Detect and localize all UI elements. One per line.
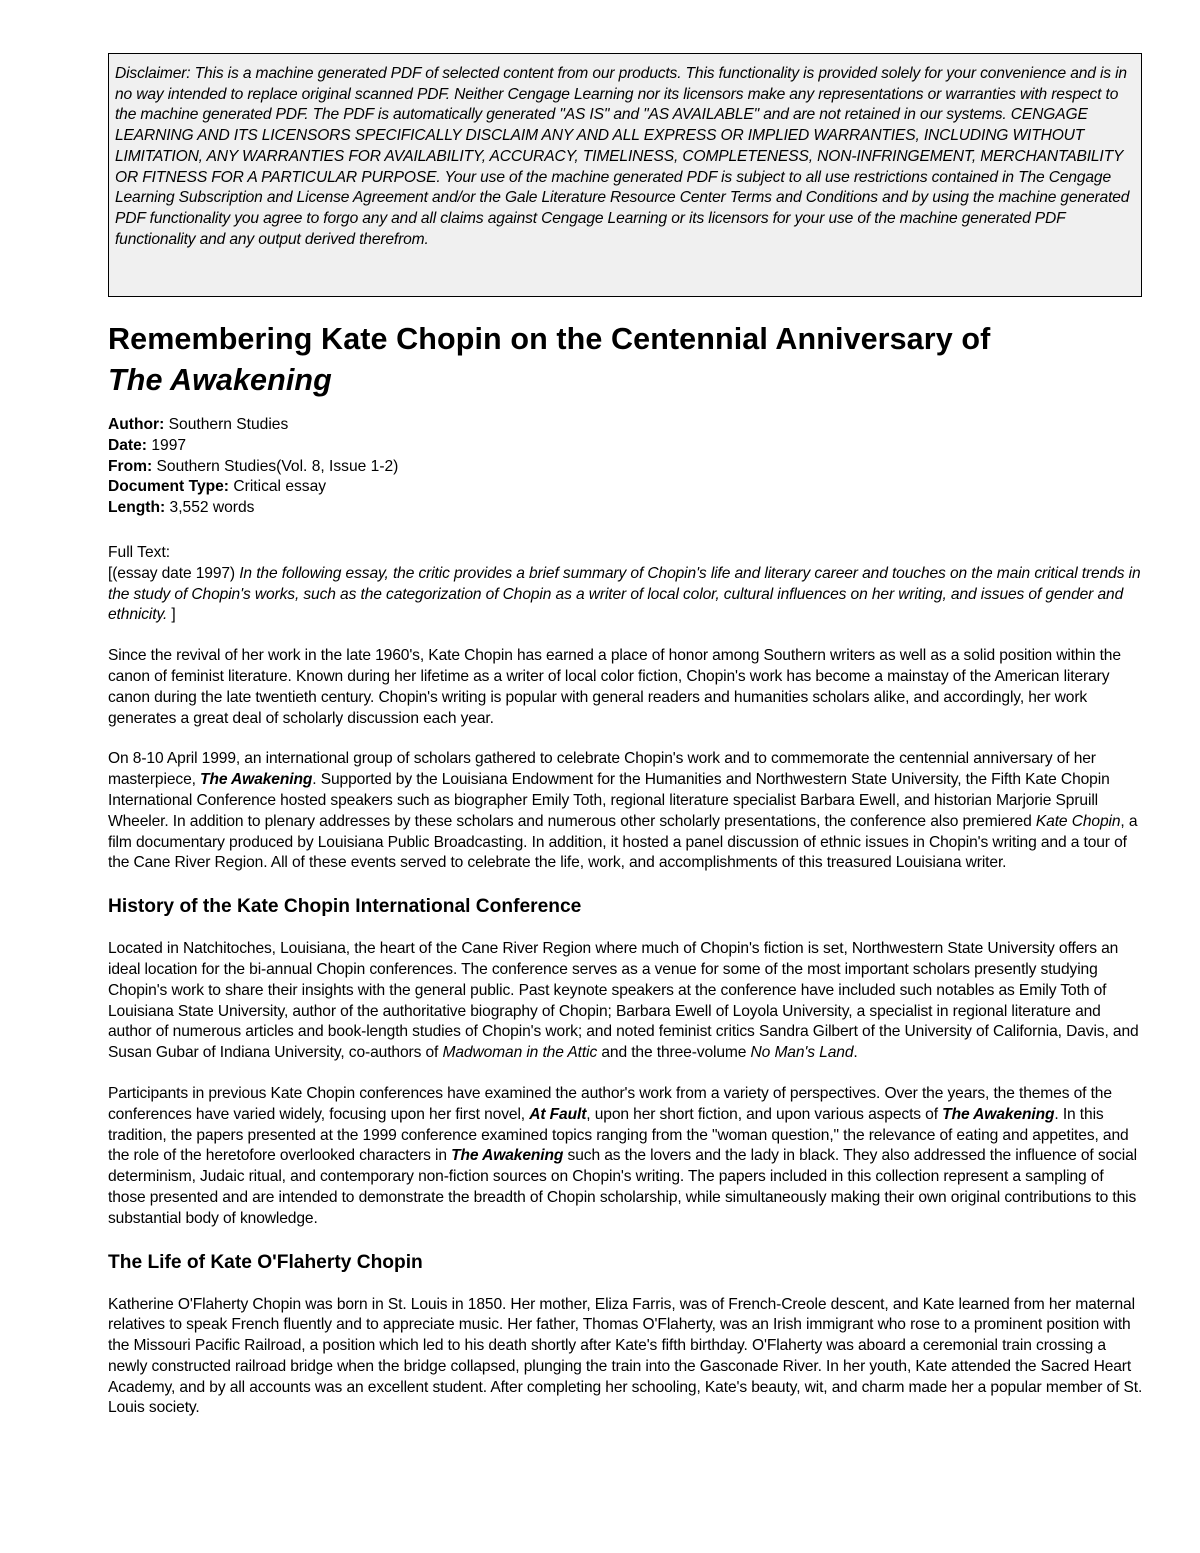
meta-date	[108, 436, 1143, 457]
meta-length	[108, 498, 1143, 519]
meta-author-value: Southern Studies	[168, 416, 289, 433]
paragraph-1: Since the revival of her work in the late 1960's, Kate Chopin has earned a place of honor among Southern writers as well as a solid position within the canon of feminist literature. Known during her lifetime as a writer of local color fiction, Chopin's work has become a mainstay of the American literary canon during the late twentieth century. Chopin's writing is popular with general readers and humanities scholars alike, and accordingly, her work generates a great deal of scholarly discussion each year.	[108, 647, 1121, 727]
meta-doctype-label: Document Type:	[108, 478, 230, 496]
p3-text-e: .	[853, 1044, 858, 1062]
meta-from-value: Southern Studies(Vol. 8, Issue 1-2)	[156, 457, 399, 475]
p2-text-c: . Supported by the Louisiana Endowment for the Humanities and Northwestern State University, the Fifth Kate Chopin International Conference hosted speakers such as biographer Emily Toth, regional literature specialist Barbara Ewell, and historian Marjorie Spruill Wheeler. In addition to plenary addresses by these scholars and numerous other scholarly presentations, the conference also premiered	[108, 771, 1110, 830]
p4-text-g: such as the lovers and the lady in black. They also addressed the influence of social determinism, Judaic ritual, and contemporary non-fiction sources on Chopin's writing. The papers included in this collection represent a sampling of those presented and are intended to demonstrate the breadth of Chopin scholarship, while simultaneously making their own original contributions to this substantial body of knowledge.	[108, 1147, 1137, 1227]
p2-title-awakening: The Awakening	[200, 771, 313, 789]
paragraph-3	[108, 939, 1143, 1064]
meta-length-value: 3,552 words	[169, 499, 255, 517]
article-metadata	[108, 415, 1143, 519]
heading-history: History of the Kate Chopin International Conference	[108, 896, 582, 918]
meta-length-label: Length:	[108, 499, 166, 517]
disclaimer-box: Disclaimer: This is a machine generated PDF of selected content from our products. This functionality is provided solely for your convenience and is in no way intended to replace original scanned PDF. Neither Cengage Learning nor its licensors make any representations or warranties with respect to the machine generated PDF. The PDF is automatically generated "AS IS" and "AS AVAILABLE" and are not retained in our systems. CENGAGE LEARNING AND ITS LICENSORS SPECIFICALLY DISCLAIM ANY AND ALL EXPRESS OR IMPLIED WARRANTIES, INCLUDING WITHOUT LIMITATION, ANY WARRANTIES FOR AVAILABILITY, ACCURACY, TIMELINESS, COMPLETENESS, NON-INFRINGEMENT, MERCHANTABILITY OR FITNESS FOR A PARTICULAR PURPOSE. Your use of the machine generated PDF is subject to all use restrictions contained in The Cengage Learning Subscription and License Agreement and/or the Gale Literature Resource Center Terms and Conditions and by using the machine generated PDF functionality you agree to forgo any and all claims against Cengage Learning or its licensors for your use of the machine generated PDF functionality and any output derived therefrom.	[108, 53, 1142, 297]
full-text-label: Full Text:	[108, 543, 171, 561]
intro-suffix: ]	[167, 606, 176, 624]
meta-date-label: Date:	[108, 436, 147, 454]
article-title	[108, 319, 1143, 401]
intro-italic: In the following essay, the critic provides a brief summary of Chopin's life and literary career and touches on the main critical trends in the study of Chopin's works, such as the categorization of Chopin as a writer of local color, cultural influences on her writing, and issues of gender and ethnicity.	[108, 564, 1141, 624]
meta-author-label: Author:	[108, 416, 165, 433]
intro-prefix: [(essay date 1997)	[108, 564, 240, 582]
p4-text-c: , upon her short fiction, and upon various aspects of	[586, 1105, 943, 1123]
meta-author	[108, 415, 1143, 436]
paragraph-2	[108, 749, 1143, 874]
p3-text-c: and the three-volume	[597, 1044, 751, 1062]
p4-title-awakening-2: The Awakening	[451, 1147, 564, 1165]
meta-doctype	[108, 477, 1143, 498]
p4-text-a: Participants in previous Kate Chopin conferences have examined the author's work from a variety of perspectives. Over the years, the themes of the conferences have varied widely, focusing upon her first novel,	[108, 1084, 1112, 1123]
intro-paragraph	[108, 564, 1143, 626]
title-italic: The Awakening	[108, 363, 332, 397]
p4-text-e: . In this tradition, the papers presented at the 1999 conference examined topics ranging from the "woman question," the relevance of eating and appetites, and the role of the heretofore overlooked characters in	[108, 1105, 1129, 1165]
p2-text-e: , a film documentary produced by Louisiana Public Broadcasting. In addition, it hosted a panel discussion of ethnic issues in Chopin's writing and a tour of the Cane River Region. All of these events served to celebrate the life, work, and accomplishments of this treasured Louisiana writer.	[108, 812, 1138, 872]
p2-title-kate-chopin: Kate Chopin	[1035, 812, 1121, 830]
p3-title-no-mans-land: No Man's Land	[750, 1044, 854, 1062]
p3-text-a: Located in Natchitoches, Louisiana, the heart of the Cane River Region where much of Chopin's fiction is set, Northwestern State University offers an ideal location for the bi-annual Chopin conferences. The conference serves as a venue for some of the most important scholars presently studying Chopin's work to share their insights with the general public. Past keynote speakers at the conference have included such notables as Emily Toth of Louisiana State University, author of the authoritative biography of Chopin; Barbara Ewell of Loyola University, a specialist in regional literature and author of numerous articles and book-length studies of Chopin's work; and noted feminist critics Sandra Gilbert of the University of California, Davis, and Susan Gubar of Indiana University, co-authors of	[108, 940, 1139, 1062]
meta-from-label: From:	[108, 457, 153, 475]
heading-life: The Life of Kate O'Flaherty Chopin	[108, 1251, 423, 1273]
document-page	[108, 53, 1143, 1419]
title-main: Remembering Kate Chopin on the Centennial Anniversary of	[108, 322, 991, 356]
meta-doctype-value: Critical essay	[233, 478, 327, 496]
p3-title-madwoman: Madwoman in the Attic	[442, 1044, 598, 1062]
meta-from	[108, 457, 1143, 478]
p4-title-at-fault: At Fault	[529, 1105, 587, 1123]
meta-date-value: 1997	[151, 436, 187, 454]
paragraph-5: Katherine O'Flaherty Chopin was born in St. Louis in 1850. Her mother, Eliza Farris, was of French-Creole descent, and Kate learned from her maternal relatives to speak French fluently and to appreciate music. Her father, Thomas O'Flaherty, was an Irish immigrant who rose to a prominent position with the Missouri Pacific Railroad, a position which led to his death shortly after Kate's fifth birthday. O'Flaherty was aboard a ceremonial train crossing a newly constructed railroad bridge when the bridge collapsed, plunging the train into the Gasconade River. In her youth, Kate attended the Sacred Heart Academy, and by all accounts was an excellent student. After completing her schooling, Kate's beauty, wit, and charm made her a popular member of St. Louis society.	[108, 1295, 1143, 1417]
p2-text-a: On 8-10 April 1999, an international group of scholars gathered to celebrate Chopin's work and to commemorate the centennial anniversary of her masterpiece,	[108, 750, 1096, 789]
paragraph-4	[108, 1084, 1143, 1230]
p4-title-awakening-1: The Awakening	[942, 1105, 1055, 1123]
